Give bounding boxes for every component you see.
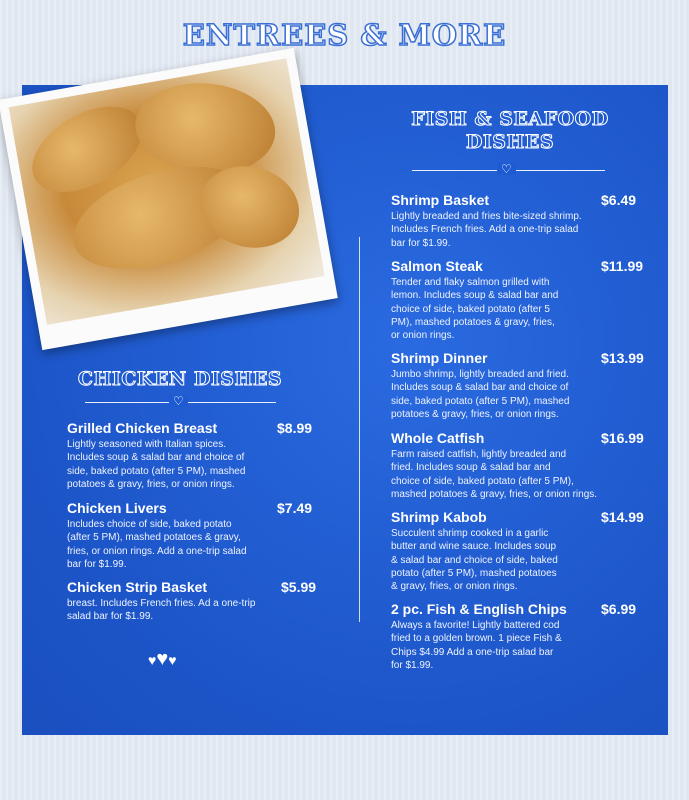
page-title: ENTREES & MORE — [182, 18, 507, 52]
menu-item — [67, 579, 317, 623]
item-name: Shrimp Dinner — [391, 350, 488, 366]
column-divider — [359, 237, 360, 622]
heart-icon: ♡ — [169, 395, 188, 407]
item-description: breast. Includes French fries. Ad a one-trip salad bar for $1.99. — [67, 598, 256, 623]
fried-fish-image — [9, 58, 325, 325]
hearts-icon: ♥♥♥ — [148, 648, 177, 670]
item-price: $13.99 — [601, 350, 644, 366]
item-price: $11.99 — [601, 258, 644, 274]
fried-piece — [132, 78, 279, 180]
chicken-heading: CHICKEN DISHES — [77, 368, 283, 390]
menu-item — [391, 350, 644, 422]
item-price: $8.99 — [277, 420, 313, 436]
item-price: $14.99 — [601, 509, 644, 525]
item-description: Succulent shrimp cooked in a garlic butter and wine sauce. Includes soup & salad bar and choice of side, baked potato (after 5 PM), mashed potatoes & gravy, fries, or onion rings. — [391, 528, 558, 593]
item-description: Jumbo shrimp, lightly breaded and fried. Includes soup & salad bar and choice of side, baked potato (after 5 PM), mashed potatoes & gravy, fries, or onion rings. — [391, 369, 570, 420]
item-price: $7.49 — [277, 500, 313, 516]
seafood-heading — [400, 108, 620, 154]
menu-item — [391, 601, 641, 673]
item-description: Farm raised catfish, lightly breaded and fried. Includes soup & salad bar and choice of side, baked potato (after 5 PM), mashed potatoes & gravy, fries, or onion rings. — [391, 449, 598, 500]
item-name: Chicken Strip Basket — [67, 579, 208, 595]
item-name: Shrimp Kabob — [391, 509, 487, 525]
item-price: $6.49 — [601, 192, 637, 208]
food-photo — [0, 48, 338, 350]
item-price: $6.99 — [601, 601, 637, 617]
menu-item — [391, 430, 651, 502]
item-description: Lightly seasoned with Italian spices. Includes soup & salad bar and choice of side, baked potato (after 5 PM), mashed potatoes & gravy, fries, or onion rings. — [67, 439, 246, 490]
menu-item — [391, 509, 644, 594]
seafood-heading-line1: FISH & SEAFOOD — [411, 108, 609, 130]
menu-item — [67, 420, 317, 490]
item-name: Whole Catfish — [391, 430, 485, 446]
item-name: Shrimp Basket — [391, 192, 490, 208]
item-price: $16.99 — [601, 430, 644, 446]
item-name: 2 pc. Fish & English Chips — [391, 601, 567, 617]
menu-item — [391, 258, 644, 343]
item-description: Tender and flaky salmon grilled with lemon. Includes soup & salad bar and choice of side, baked potato (after 5 PM), mashed potatoes & gravy, fries, or onion rings. — [391, 277, 559, 342]
item-name: Salmon Steak — [391, 258, 483, 274]
menu-item — [391, 192, 641, 252]
item-name: Chicken Livers — [67, 500, 167, 516]
item-description: Lightly breaded and fries bite-sized shrimp. Includes French fries. Add a one-trip salad bar for $1.99. — [391, 211, 582, 249]
item-name: Grilled Chicken Breast — [67, 420, 218, 436]
item-price: $5.99 — [281, 579, 317, 595]
item-description: Includes choice of side, baked potato (after 5 PM), mashed potatoes & gravy, fries, or onion rings. Add a one-trip salad bar for $1.99. — [67, 519, 247, 570]
seafood-heading-line2: DISHES — [465, 131, 555, 153]
heart-icon: ♡ — [497, 163, 516, 175]
item-description: Always a favorite! Lightly battered cod fried to a golden brown. 1 piece Fish & Chips $4.99 Add a one-trip salad bar for $1.99. — [391, 620, 562, 671]
menu-item — [67, 500, 317, 570]
